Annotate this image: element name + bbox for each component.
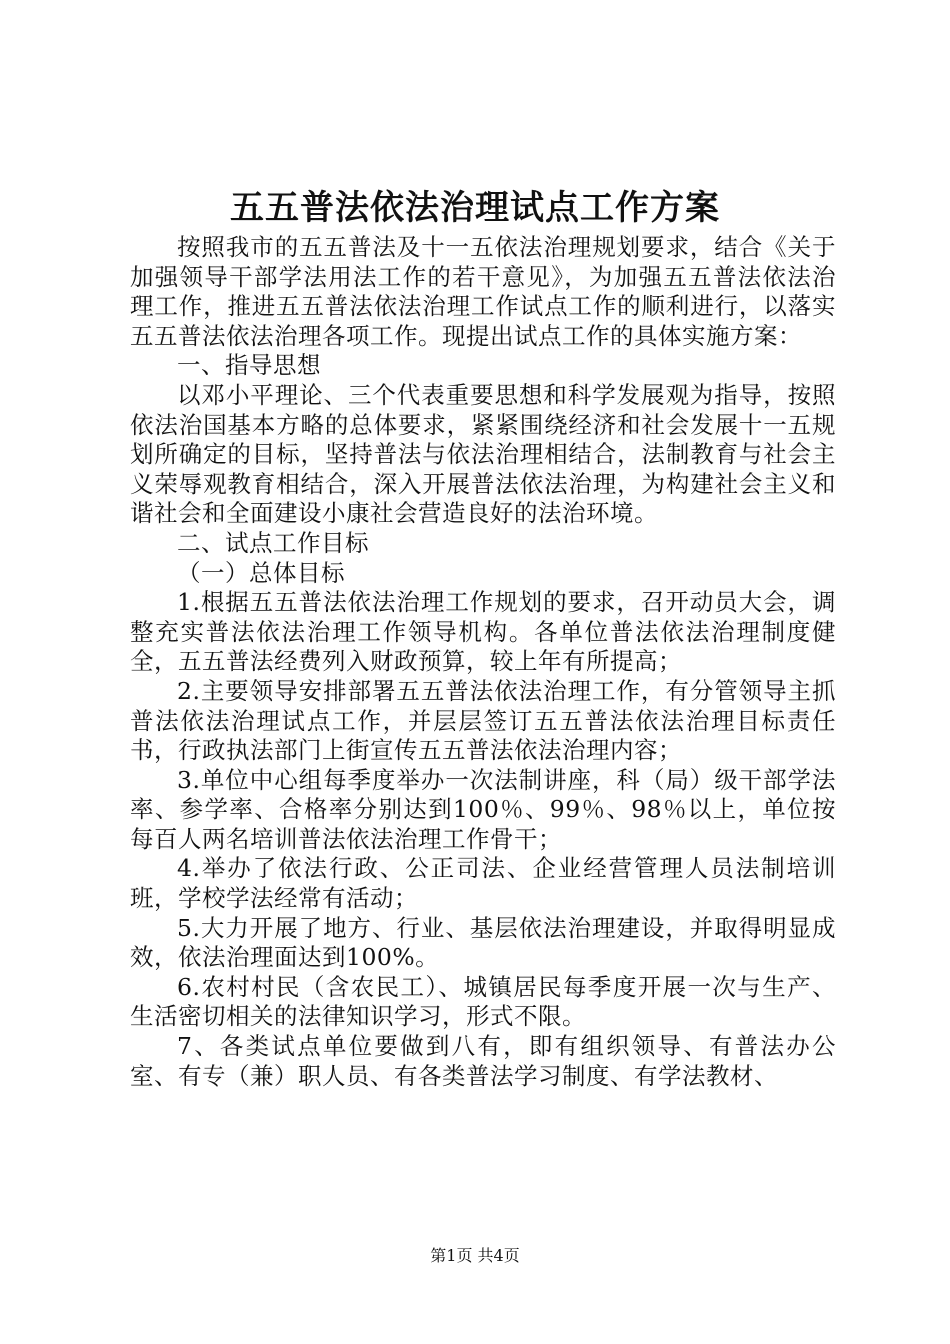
list-item-goal-6: 6.农村村民（含农民工）、城镇居民每季度开展一次与生产、生活密切相关的法律知识学习，形式不限。 — [130, 972, 836, 1031]
paragraph-intro: 按照我市的五五普法及十一五依法治理规划要求，结合《关于加强领导干部学法用法工作的若干意见》，为加强五五普法依法治理工作，推进五五普法依法治理工作试点工作的顺利进行，以落实五五普法依法治理各项工作。现提出试点工作的具体实施方案： — [130, 233, 836, 350]
list-item-goal-1: 1.根据五五普法依法治理工作规划的要求，召开动员大会，调整充实普法依法治理工作领导机构。各单位普法依法治理制度健全，五五普法经费列入财政预算，较上年有所提高； — [130, 588, 836, 676]
page-title: 五五普法依法治理试点工作方案 — [230, 188, 720, 228]
document-body — [130, 233, 836, 1091]
paragraph-guiding-ideology: 以邓小平理论、三个代表重要思想和科学发展观为指导，按照依法治国基本方略的总体要求，紧紧围绕经济和社会发展十一五规划所确定的目标，坚持普法与依法治理相结合，法制教育与社会主义荣辱观教育相结合，深入开展普法依法治理，为构建社会主义和谐社会和全面建设小康社会营造良好的法治环境。 — [130, 380, 836, 528]
section-heading-pilot-goals: 二、试点工作目标 — [177, 528, 369, 557]
list-item-goal-5: 5.大力开展了地方、行业、基层依法治理建设，并取得明显成效，依法治理面达到100%。 — [130, 913, 836, 972]
list-item-goal-7: 7、各类试点单位要做到八有，即有组织领导、有普法办公室、有专（兼）职人员、有各类普法学习制度、有学法教材、 — [130, 1032, 836, 1090]
list-item-goal-4: 4.举办了依法行政、公正司法、企业经营管理人员法制培训班，学校学法经常有活动； — [130, 854, 836, 913]
list-item-goal-3: 3.单位中心组每季度举办一次法制讲座，科（局）级干部学法率、参学率、合格率分别达到100％、99％、98％以上，单位按每百人两名培训普法依法治理工作骨干； — [130, 765, 836, 853]
page-number-footer: 第1页 共4页 — [430, 1246, 520, 1265]
section-heading-guiding-ideology: 一、指导思想 — [177, 351, 321, 380]
subsection-heading-overall-goals: （一）总体目标 — [177, 558, 345, 587]
list-item-goal-2: 2.主要领导安排部署五五普法依法治理工作，有分管领导主抓普法依法治理试点工作，并层层签订五五普法依法治理目标责任书，行政执法部门上街宣传五五普法依法治理内容； — [130, 676, 836, 765]
